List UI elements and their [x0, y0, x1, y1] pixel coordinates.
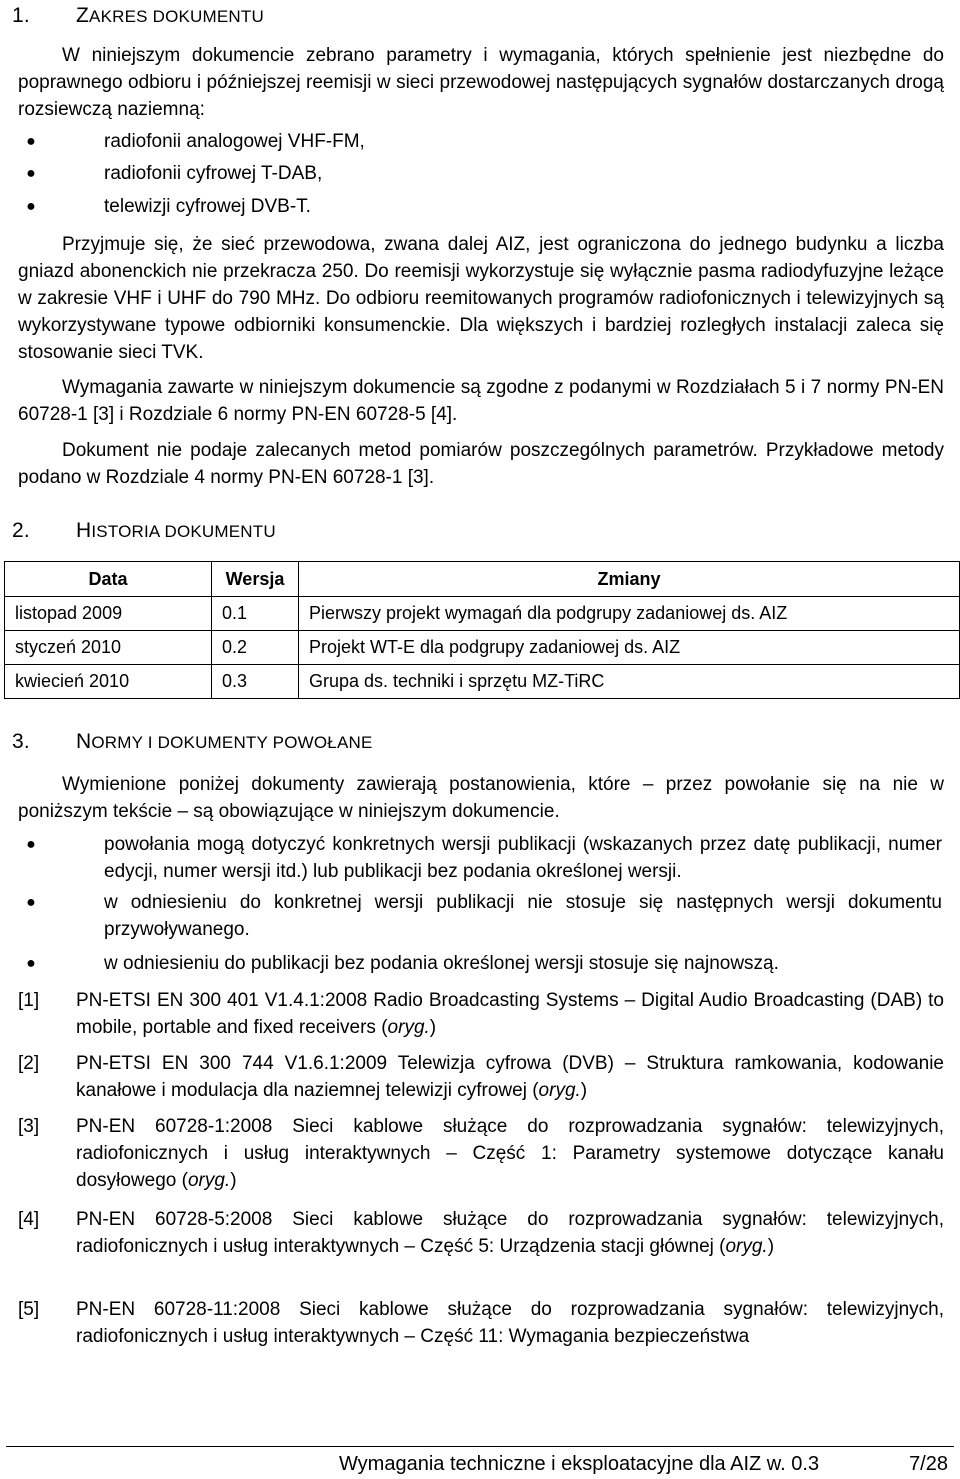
page-footer [339, 1453, 948, 1476]
bullet-item: ● radiofonii cyfrowej T-DAB, [62, 160, 942, 187]
bullet-icon: ● [26, 165, 36, 182]
table-row [5, 597, 960, 631]
bullet-icon: ● [26, 894, 36, 911]
bullet-icon: ● [26, 133, 36, 150]
reference-item: [1] PN-ETSI EN 300 401 V1.4.1:2008 Radio Broadcasting Systems – Digital Audio Broadcasting (DAB) to mobile, portable and fixed receivers (oryg.) [18, 990, 944, 1038]
bullet-icon: ● [26, 955, 36, 972]
bullet-icon: ● [26, 198, 36, 215]
bullet-icon: ● [26, 836, 36, 853]
table-cell: Pierwszy projekt wymagań dla podgrupy zadaniowej ds. AIZ [299, 597, 960, 631]
section-2-heading: 2. HISTORIA DOKUMENTU [12, 519, 276, 542]
table-cell: kwiecień 2010 [5, 665, 212, 699]
table-cell: Grupa ds. techniki i sprzętu MZ-TiRC [299, 665, 960, 699]
bullet-item: ● powołania mogą dotyczyć konkretnych wersji publikacji (wskazanych przez datę publikacji, numer edycji, numer wersji itd.) lub publikacji bez podania określonej wersji. [62, 831, 942, 885]
footer-title: Wymagania techniczne i eksploatacyjne dla AIZ w. 0.3 [338, 1453, 820, 1475]
section-1-scope-paragraph: Przyjmuje się, że sieć przewodowa, zwana dalej AIZ, jest ograniczona do jednego budynku a liczba gniazd abonenckich nie przekracza 250. Do reemisji wykorzystuje się wyłącznie pasma radiodyfuzyjne leżące w zakresie VHF i UHF do 790 MHz. Do odbioru reemitowanych programów radiofonicznych i telewizyjnych są wykorzystywane typowe odbiorniki konsumenckie. Dla większych i bardziej rozległych instalacji zaleca się stosowanie sieci TVK. [18, 234, 944, 363]
section-1-methods-paragraph: Dokument nie podaje zalecanych metod pomiarów poszczególnych parametrów. Przykładowe metody podano w Rozdziale 4 normy PN-EN 60728-1 [3]. [18, 440, 944, 488]
column-header-date: Data [5, 562, 212, 597]
bullet-item: ● w odniesieniu do publikacji bez podania określonej wersji stosuje się najnowszą. [62, 950, 942, 977]
table-row [5, 665, 960, 699]
page-number: 7/28 [909, 1453, 948, 1475]
column-header-changes: Zmiany [299, 562, 960, 597]
table-cell: 0.2 [212, 631, 299, 665]
table-cell: 0.1 [212, 597, 299, 631]
section-1-heading: 1. ZAKRES DOKUMENTU [12, 4, 264, 27]
reference-item: [4] PN-EN 60728-5:2008 Sieci kablowe służące do rozprowadzania sygnałów: telewizyjnych, radiofonicznych i usług interaktywnych – Część 5: Urządzenia stacji głównej (oryg.) [18, 1209, 944, 1257]
reference-item: [2] PN-ETSI EN 300 744 V1.6.1:2009 Telewizja cyfrowa (DVB) – Struktura ramkowania, kodowanie kanałowe i modulacja dla naziemnej telewizji cyfrowej (oryg.) [18, 1053, 944, 1101]
section-1-intro: W niniejszym dokumencie zebrano parametry i wymagania, których spełnienie jest niezbędne do poprawnego odbioru i późniejszej reemisji w sieci przewodowej następujących sygnałów dostarczanych drogą rozsiewczą naziemną: [18, 45, 944, 120]
footer-divider [6, 1446, 954, 1447]
table-header-row [5, 562, 960, 597]
column-header-version: Wersja [212, 562, 299, 597]
section-3-intro: Wymienione poniżej dokumenty zawierają postanowienia, które – przez powołanie się na nie w poniższym tekście – są obowiązujące w niniejszym dokumencie. [18, 774, 944, 822]
table-cell: Projekt WT-E dla podgrupy zadaniowej ds. AIZ [299, 631, 960, 665]
table-cell: styczeń 2010 [5, 631, 212, 665]
bullet-item: ● radiofonii analogowej VHF-FM, [62, 128, 942, 155]
history-table [4, 561, 960, 699]
bullet-item: ● w odniesieniu do konkretnej wersji publikacji nie stosuje się następnych wersji dokumentu przywoływanego. [62, 889, 942, 943]
section-3-heading: 3. NORMY I DOKUMENTY POWOŁANE [12, 730, 373, 753]
section-1-conformity-paragraph: Wymagania zawarte w niniejszym dokumencie są zgodne z podanymi w Rozdziałach 5 i 7 normy PN-EN 60728-1 [3] i Rozdziale 6 normy PN-EN 60728-5 [4]. [18, 377, 944, 425]
table-cell: 0.3 [212, 665, 299, 699]
table-cell: listopad 2009 [5, 597, 212, 631]
reference-item: [5] PN-EN 60728-11:2008 Sieci kablowe służące do rozprowadzania sygnałów: telewizyjnych, radiofonicznych i usług interaktywnych – Część 11: Wymagania bezpieczeństwa [18, 1299, 944, 1347]
reference-item: [3] PN-EN 60728-1:2008 Sieci kablowe służące do rozprowadzania sygnałów: telewizyjnych, radiofonicznych i usług interaktywnych – Część 1: Parametry systemowe dotyczące kanału dosyłowego (oryg.) [18, 1116, 944, 1191]
table-row [5, 631, 960, 665]
bullet-item: ● telewizji cyfrowej DVB-T. [62, 193, 942, 220]
